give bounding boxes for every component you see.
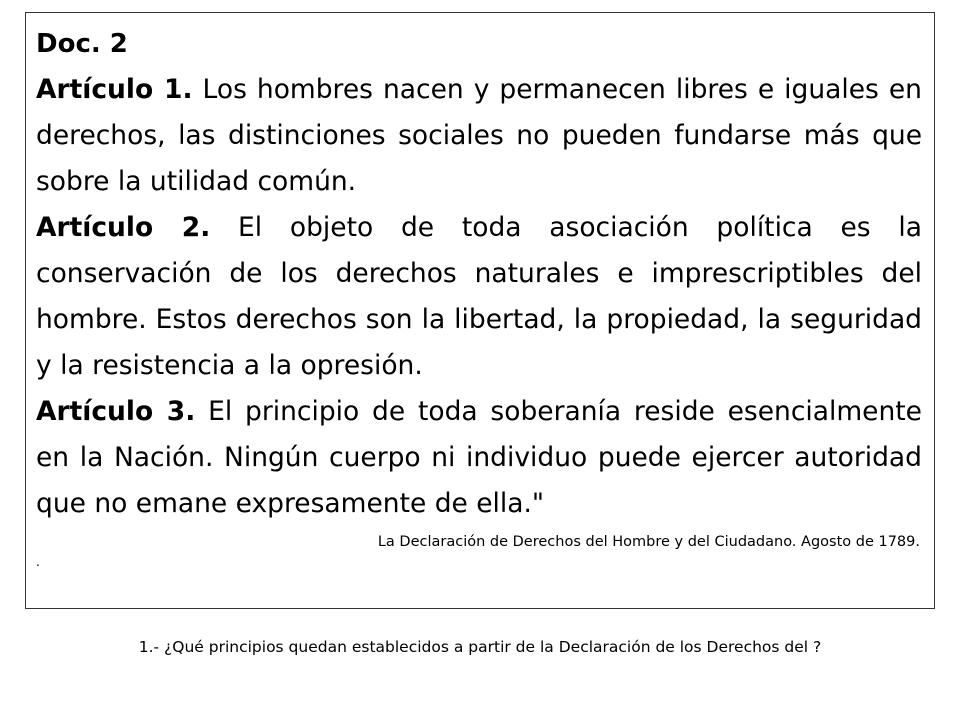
- article-1-text: Los hombres nacen y permanecen libres e iguales en derechos, las distinciones sociales no pueden fundarse más que sobre la utilidad común.: [36, 74, 922, 197]
- document-title: Doc. 2: [36, 29, 128, 59]
- article-2: [36, 205, 922, 389]
- article-1: [36, 67, 922, 205]
- article-3-label: Artículo 3.: [36, 396, 196, 427]
- article-1-label: Artículo 1.: [36, 74, 193, 105]
- question-text: 1.- ¿Qué principios quedan establecidos a partir de la Declaración de los Derechos del ?: [138, 638, 822, 656]
- article-3: [36, 389, 922, 527]
- document-box: [25, 12, 935, 609]
- article-2-label: Artículo 2.: [36, 212, 211, 243]
- article-2-text: El objeto de toda asociación política es la conservación de los derechos naturales e imprescriptibles del hombre. Estos derechos son la libertad, la propiedad, la seguridad y la resistencia a la opresión.: [36, 212, 922, 381]
- trailing-mark: .: [36, 555, 40, 569]
- article-3-text: El principio de toda soberanía reside esencialmente en la Nación. Ningún cuerpo ni individuo puede ejercer autoridad que no emane expresamente de ella.": [36, 396, 922, 519]
- source-citation: La Declaración de Derechos del Hombre y del Ciudadano. Agosto de 1789.: [377, 534, 920, 550]
